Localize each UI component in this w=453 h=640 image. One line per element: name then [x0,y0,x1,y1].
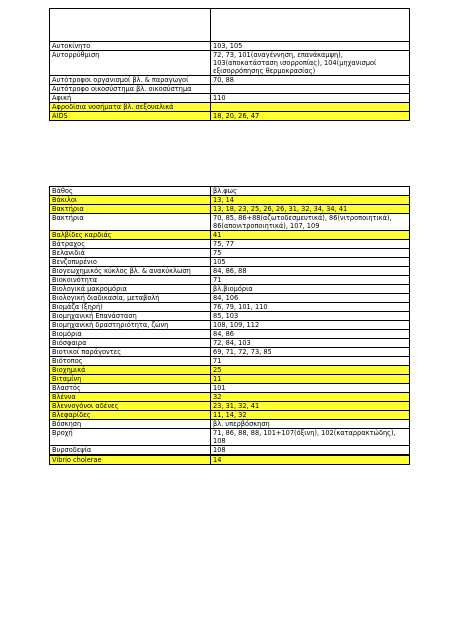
index-pages [211,103,410,112]
index-term: Βιομηχανική δραστηριότητα, ζώνη [50,321,211,330]
index-pages: 71 [211,276,410,285]
index-pages: 41 [211,231,410,240]
index-term: Βλεννογόνοι αδένες [50,402,211,411]
table-row [50,231,410,240]
table-row [50,339,410,348]
index-term: Βόσκηση [50,420,211,429]
table-row [50,429,410,446]
index-pages: 18, 20, 26, 47 [211,112,410,121]
index-pages: 105 [211,258,410,267]
index-term: Βιομάζα (ξηρή) [50,303,211,312]
table-row [50,187,410,196]
table-row [50,85,410,94]
table-row [50,276,410,285]
table-row [50,375,410,384]
index-term: Βιομόρια [50,330,211,339]
table-row [50,103,410,112]
table-row [50,294,410,303]
table-row [50,411,410,420]
index-pages: 13, 14 [211,196,410,205]
index-pages: 70, 85, 86+88(αζωτοδεσμευτικά), 86(νιτροποιητικά), 86(απονιτροποιητικά), 107, 109 [211,214,410,231]
index-term: Βιολογικά μακρομόρια [50,285,211,294]
index-term: Βενζοπυρένιο [50,258,211,267]
index-pages: 84, 86, 88 [211,267,410,276]
index-term: Βάθος [50,187,211,196]
index-term: Βλαστός [50,384,211,393]
index-pages: 110 [211,94,410,103]
table-row [50,76,410,85]
table-row [50,196,410,205]
index-pages: 11 [211,375,410,384]
index-term: Βακτήρια [50,205,211,214]
index-pages: βλ. υπερβόσκηση [211,420,410,429]
index-term: Βάτραχος [50,240,211,249]
index-term: Βιολογική διαδικασία, μεταβολή [50,294,211,303]
index-pages: 76, 79, 101, 110 [211,303,410,312]
index-pages [211,85,410,94]
table-row [50,384,410,393]
index-term: Βιοκοινότητα [50,276,211,285]
index-pages: 14 [211,456,410,465]
table-row [50,357,410,366]
table-row [50,258,410,267]
index-pages: 32 [211,393,410,402]
index-term: Βακτήρια [50,214,211,231]
index-table-b [49,186,410,465]
index-pages: 103, 105 [211,42,410,51]
index-term: Βιόσφαιρα [50,339,211,348]
index-term: Αυτορρύθμιση [50,51,211,76]
index-pages: 75, 77 [211,240,410,249]
index-pages: 71, 86, 88, 88, 101+107(όξινη), 102(καταρρακτώδης), 108 [211,429,410,446]
table-row [50,330,410,339]
index-pages: 85, 103 [211,312,410,321]
index-term: Βλεφαρίδες [50,411,211,420]
table-row [50,214,410,231]
index-term: Αφική [50,94,211,103]
index-term: Βιογεωχημικός κύκλος βλ. & ανακύκλωση [50,267,211,276]
table-row [50,267,410,276]
table-row [50,348,410,357]
index-pages: 84, 86 [211,330,410,339]
table-row [50,240,410,249]
index-term: Αυτοκίνητο [50,42,211,51]
index-pages: 72, 84, 103 [211,339,410,348]
index-term: Βάκιλοι [50,196,211,205]
index-pages: 101 [211,384,410,393]
index-term [50,9,211,42]
index-pages: 11, 14, 32 [211,411,410,420]
table-row [50,205,410,214]
index-pages: 69, 71, 72, 73, 85 [211,348,410,357]
table-row [50,402,410,411]
index-term: Βυρσοδεψία [50,446,211,455]
table-row [50,312,410,321]
index-term: Βελανιδιά [50,249,211,258]
table-row [50,285,410,294]
index-pages: 25 [211,366,410,375]
table-row [50,51,410,76]
table-row [50,393,410,402]
index-pages: 70, 88 [211,76,410,85]
index-term: Αυτότροφο οικοσύστημα βλ. οικοσύστημα [50,85,211,94]
index-term: Βιταμίνη [50,375,211,384]
index-pages: 23, 31, 32, 41 [211,402,410,411]
index-pages: 108, 109, 112 [211,321,410,330]
table-row [50,94,410,103]
table-row [50,456,410,465]
index-term: Αυτότροφοι οργανισμοί βλ. & παραγωγοί [50,76,211,85]
index-term: Βαλβίδες καρδιάς [50,231,211,240]
index-term: Βροχή [50,429,211,446]
index-term: Βιομηχανική Επανάσταση [50,312,211,321]
index-term: Βιότοπος [50,357,211,366]
index-term: Βιοχημικά [50,366,211,375]
table-row [50,420,410,429]
index-pages: 75 [211,249,410,258]
table-row [50,249,410,258]
index-pages: 72, 73, 101(αναγέννηση, επανάκαμψη), 103(αποκατάσταση ισορροπίας), 104(μηχανισμοί εξισορρόπησης θερμοκρασίας) [211,51,410,76]
index-pages: βλ.βιομόρια [211,285,410,294]
index-pages: 13, 18, 23, 25, 26, 26, 31, 32, 34, 34, 41 [211,205,410,214]
table-row [50,446,410,455]
index-table-a [49,8,410,121]
index-term: Vibrio cholerae [50,456,211,465]
table-row [50,42,410,51]
index-pages: 84, 106 [211,294,410,303]
table-row [50,303,410,312]
index-pages: βλ.φως [211,187,410,196]
index-term: Βιοτικοί παράγοντες [50,348,211,357]
index-pages [211,9,410,42]
table-row [50,366,410,375]
table-row [50,9,410,42]
index-term: AIDS [50,112,211,121]
index-term: Βλέννα [50,393,211,402]
index-pages: 71 [211,357,410,366]
table-row [50,321,410,330]
table-row [50,112,410,121]
index-pages: 108 [211,446,410,455]
index-term: Αφροδίσια νοσήματα βλ. σεξουαλικά [50,103,211,112]
